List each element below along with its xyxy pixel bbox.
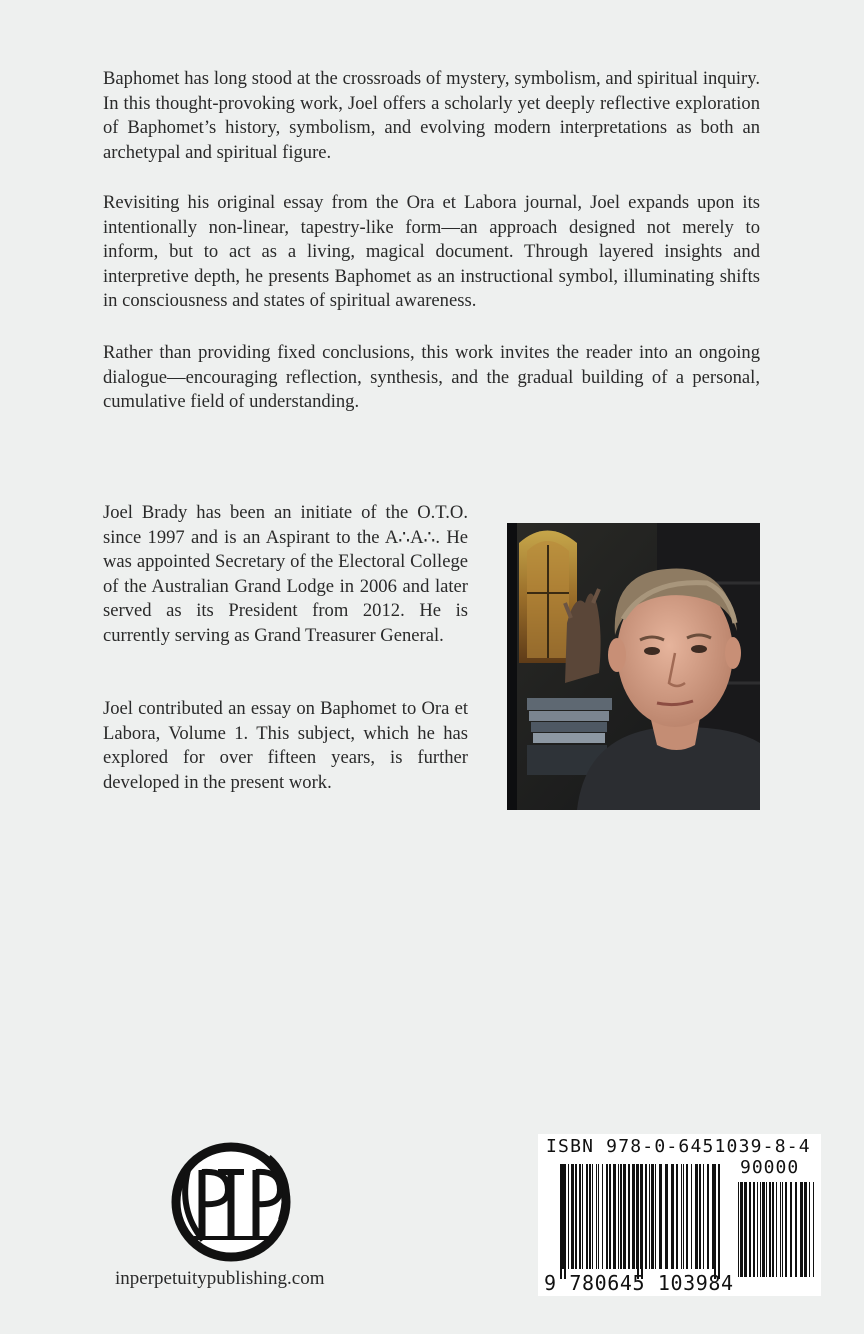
publisher-logo [168, 1140, 294, 1262]
barcode-bar [579, 1164, 581, 1269]
barcode-bar [691, 1164, 692, 1269]
barcode-bar [632, 1164, 635, 1269]
barcode-bar [772, 1182, 774, 1277]
publisher-website[interactable]: inperpetuitypublishing.com [115, 1268, 325, 1289]
barcode-addon-code: 90000 [740, 1157, 800, 1178]
barcode-bar [753, 1182, 755, 1277]
author-portrait-icon [507, 523, 760, 810]
barcode-bar [568, 1164, 569, 1269]
barcode-bar [596, 1164, 597, 1269]
barcode-guard-bar [718, 1164, 720, 1279]
ean-left-digits: 780645 [569, 1271, 646, 1295]
barcode-bar [683, 1164, 684, 1269]
barcode-bar [651, 1164, 654, 1269]
barcode-bar [628, 1164, 630, 1269]
author-photo [507, 523, 760, 810]
ean-first-digit: 9 [544, 1271, 557, 1295]
barcode-bar [776, 1182, 777, 1277]
barcode-bar [785, 1182, 787, 1277]
barcode-bar [769, 1182, 771, 1277]
barcode-bar [598, 1164, 599, 1269]
barcode-bar [699, 1164, 701, 1269]
barcode-bar [795, 1182, 797, 1277]
barcode-bar [738, 1182, 739, 1277]
barcode-guard-bar [564, 1164, 566, 1279]
barcode-bar [744, 1182, 747, 1277]
barcode-bar [655, 1164, 656, 1269]
barcode-bar [712, 1164, 714, 1269]
barcode-bar [606, 1164, 608, 1269]
barcode-bar [749, 1182, 751, 1277]
barcode-bar [800, 1182, 803, 1277]
barcode-bar [609, 1164, 611, 1269]
barcode-bar [582, 1164, 583, 1269]
barcode-guard-bar [637, 1164, 639, 1279]
description-paragraph-3: Rather than providing fixed conclusions, this work invites the reader into an ongoing dialogue—encouraging reflection, synthesis, and the gradual building of a personal, cumulative field of understanding. [103, 342, 760, 413]
barcode-bar [676, 1164, 678, 1269]
barcode-bar [809, 1182, 810, 1277]
barcode-guard-bar [560, 1164, 562, 1279]
barcode-bar [703, 1164, 704, 1269]
barcode-bar [686, 1164, 688, 1269]
barcode-bar [602, 1164, 603, 1269]
ean-right-digits: 103984 [657, 1271, 734, 1295]
barcode-bar [571, 1164, 574, 1269]
barcode-bar [707, 1164, 709, 1269]
barcode-bar [620, 1164, 622, 1269]
isbn-label: ISBN 978-0-6451039-8-4 [546, 1136, 811, 1157]
barcode-digits [544, 1271, 734, 1295]
barcode-bar [575, 1164, 577, 1269]
barcode-bar [671, 1164, 674, 1269]
barcode-bar [790, 1182, 792, 1277]
isbn-barcode [538, 1134, 821, 1296]
barcode-bar [618, 1164, 619, 1269]
barcode-bar [659, 1164, 662, 1269]
barcode-bar [649, 1164, 650, 1269]
barcode-bar [762, 1182, 765, 1277]
barcode-bar [613, 1164, 616, 1269]
barcode-bar [804, 1182, 807, 1277]
barcode-bar [586, 1164, 588, 1269]
barcode-bar [681, 1164, 682, 1269]
barcode-bar [813, 1182, 814, 1277]
barcode-bar [760, 1182, 761, 1277]
barcode-bar [592, 1164, 593, 1269]
barcode-bar [645, 1164, 647, 1269]
barcode-guard-bar [714, 1164, 716, 1279]
barcode-bar [782, 1182, 783, 1277]
barcode-bar [740, 1182, 743, 1277]
ptp-logo-icon [168, 1140, 294, 1262]
barcode-guard-bar [641, 1164, 643, 1279]
barcode-bar [757, 1182, 758, 1277]
author-bio-paragraph-2: Joel contributed an essay on Baphomet to Ora et Labora, Volume 1. This subject, which he has explored for over fifteen years, is further developed in the present work. [103, 698, 468, 793]
description-paragraph-1: Baphomet has long stood at the crossroads of mystery, symbolism, and spiritual inquiry. In this thought-provoking work, Joel offers a scholarly yet deeply reflective exploration of Baphomet’s history, symbolism, and evolving modern interpretations as both an archetypal and spiritual figure. [103, 68, 760, 163]
author-bio-paragraph-1: Joel Brady has been an initiate of the O.T.O. since 1997 and is an Aspirant to the A∴A∴. He was appointed Secretary of the Electoral College of the Australian Grand Lodge in 2006 and later served as its President from 2012. He is currently serving as Grand Treasurer General. [103, 502, 468, 646]
barcode-bar [695, 1164, 698, 1269]
barcode-bar [589, 1164, 591, 1269]
barcode-bar [623, 1164, 626, 1269]
description-paragraph-2: Revisiting his original essay from the Ora et Labora journal, Joel expands upon its intentionally non-linear, tapestry-like form—an approach designed not merely to inform, but to act as a living, magical document. Through layered insights and interpretive depth, he presents Baphomet as an instructional symbol, illuminating shifts in consciousness and states of spiritual awareness. [103, 192, 760, 312]
barcode-bar [665, 1164, 668, 1269]
barcode-bar [780, 1182, 781, 1277]
barcode-bar [766, 1182, 767, 1277]
